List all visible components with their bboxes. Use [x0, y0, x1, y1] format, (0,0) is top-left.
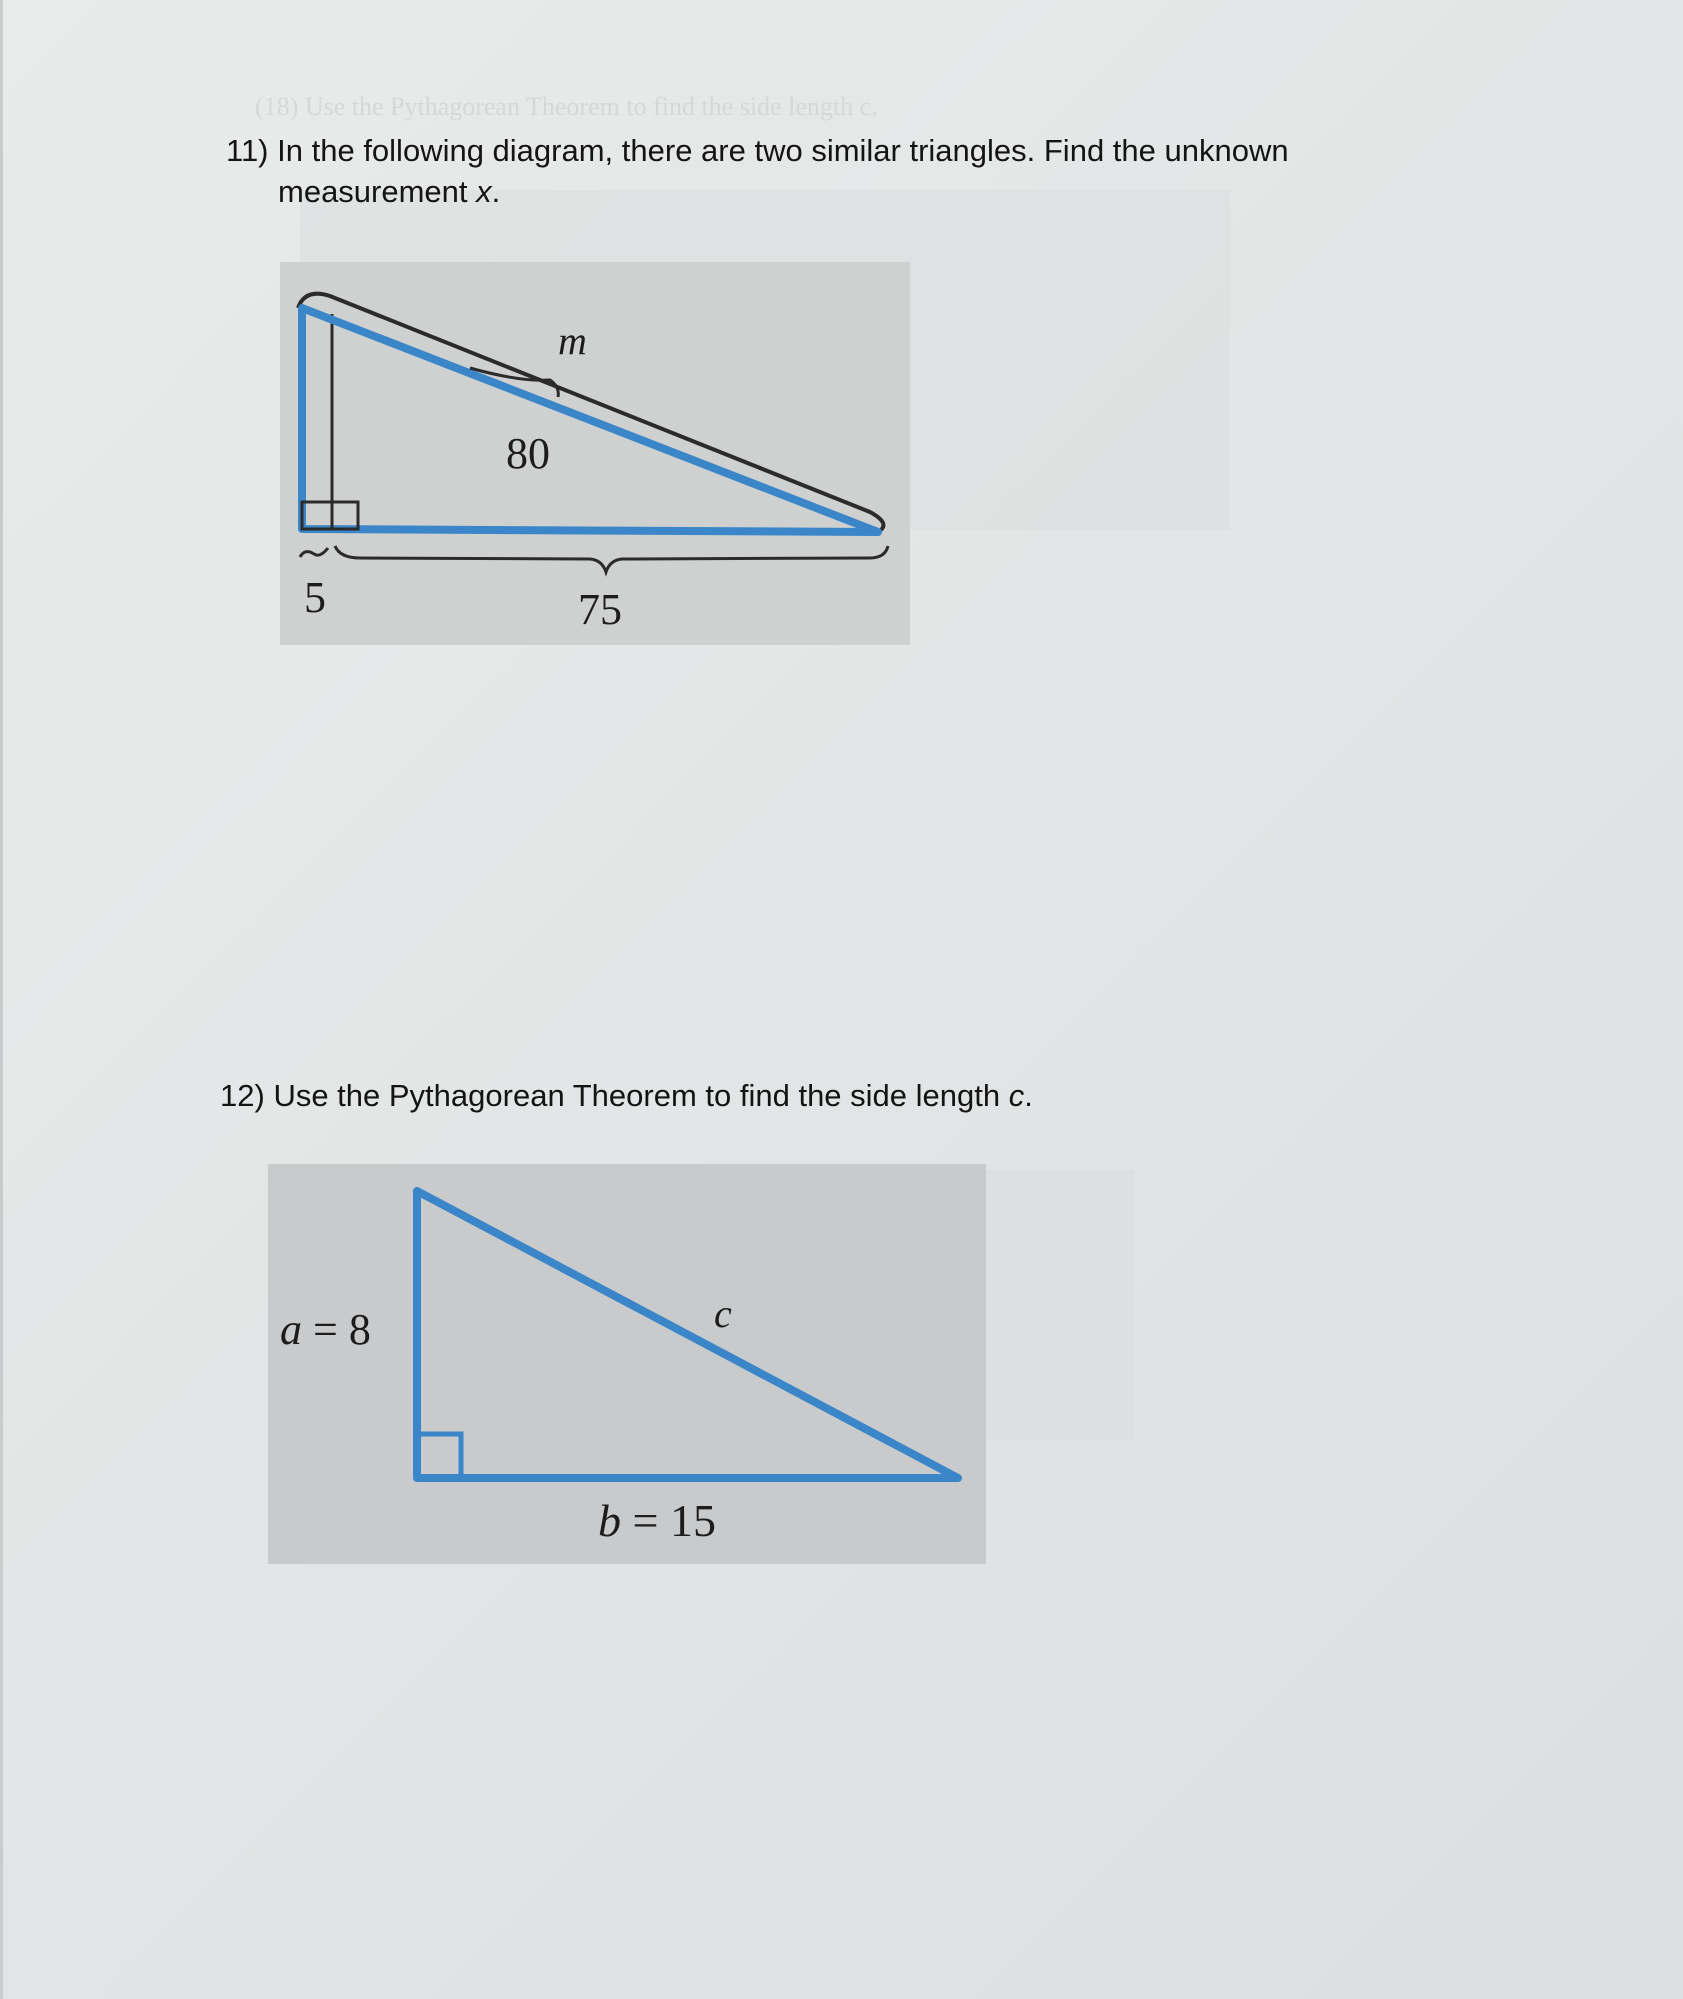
- paper-edge: [0, 0, 3, 1999]
- similar-triangles-figure: [280, 262, 910, 645]
- punctuation: .: [491, 174, 501, 209]
- variable-c: c: [1008, 1078, 1025, 1113]
- variable-x: x: [476, 174, 492, 209]
- question-11: [226, 130, 1366, 212]
- bleed-through-panel: [960, 1170, 1135, 1440]
- question-number: 11): [226, 133, 269, 168]
- question-11-line-2: [226, 171, 1366, 212]
- pythagorean-triangle-figure: [268, 1164, 986, 1564]
- label-m: m: [558, 318, 587, 363]
- question-12: [220, 1075, 1360, 1116]
- bleed-through-text: (18) Use the Pythagorean Theorem to find the side length c.: [255, 92, 878, 121]
- question-number: 12): [220, 1078, 265, 1113]
- label-b: b = 15: [598, 1495, 716, 1546]
- label-c: c: [714, 1291, 732, 1336]
- label-a: a = 8: [280, 1305, 371, 1354]
- question-text: Use the Pythagorean Theorem to find the side length: [273, 1078, 1009, 1113]
- question-text: measurement: [278, 174, 477, 209]
- label-80: 80: [506, 429, 550, 478]
- label-5: 5: [304, 573, 326, 622]
- question-text: In the following diagram, there are two similar triangles. Find the unknown: [277, 133, 1289, 168]
- question-11-line-1: [226, 130, 1366, 171]
- punctuation: .: [1024, 1078, 1033, 1113]
- label-75: 75: [578, 585, 622, 634]
- question-12-line-1: [220, 1075, 1360, 1116]
